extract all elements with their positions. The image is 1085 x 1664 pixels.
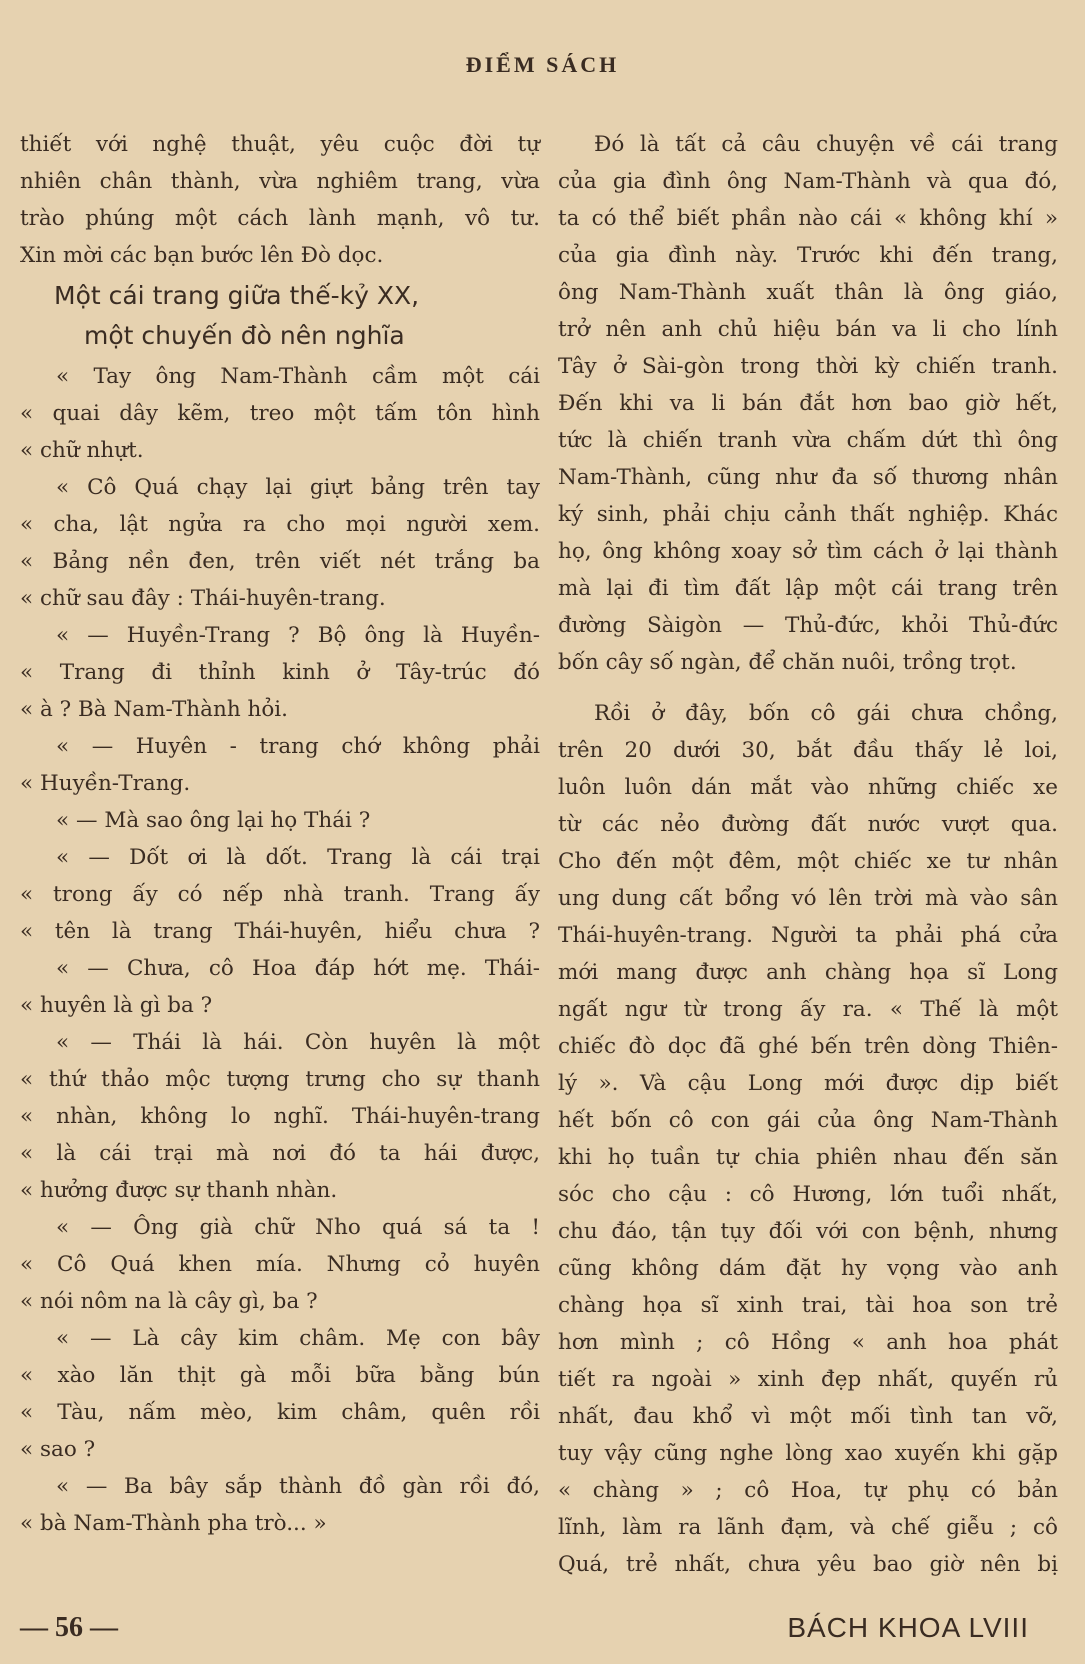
quote-line: « Bảng nền đen, trên viết nét trắng ba — [20, 549, 540, 574]
text-line: trên 20 dưới 30, bắt đầu thấy lẻ loi, — [558, 738, 1058, 763]
quote-line: « Cô Quá khen mía. Nhưng cỏ huyên — [20, 1252, 540, 1277]
quote-line: « Huyền-Trang. — [20, 771, 191, 796]
quote-line: « chữ sau đây : Thái-huyên-trang. — [20, 586, 386, 611]
text-line: ung dung cất bổng vó lên trời mà vào sân — [558, 886, 1058, 911]
quote-line: « tên là trang Thái-huyên, hiểu chưa ? — [20, 919, 540, 944]
text-line: « chàng » ; cô Hoa, tự phụ có bản — [558, 1478, 1058, 1503]
text-line: tức là chiến tranh vừa chấm dứt thì ông — [558, 428, 1058, 453]
quote-line: « Cô Quá chạy lại giựt bảng trên tay — [56, 475, 540, 500]
left-quote-block — [20, 358, 540, 1542]
quote-line: « à ? Bà Nam-Thành hỏi. — [20, 697, 289, 722]
quote-line: « chữ nhựt. — [20, 438, 144, 463]
text-line: nhiên chân thành, vừa nghiêm trang, vừa — [20, 169, 540, 194]
quote-line: « — Ông già chữ Nho quá sá ta ! — [56, 1215, 540, 1240]
text-line: Xin mời các bạn bước lên Đò dọc. — [20, 243, 384, 268]
quote-line: « huyên là gì ba ? — [20, 993, 213, 1018]
text-line: mà lại đi tìm đất lập một cái trang trên — [558, 576, 1058, 601]
text-line: Rồi ở đây, bốn cô gái chưa chồng, — [594, 701, 1058, 726]
text-line: ký sinh, phải chịu cảnh thất nghiệp. Khác — [558, 502, 1058, 527]
quote-line: « nói nôm na là cây gì, ba ? — [20, 1289, 318, 1314]
text-line: nhất, đau khổ vì một mối tình tan vỡ, — [558, 1404, 1058, 1429]
quote-line: « thứ thảo mộc tượng trưng cho sự thanh — [20, 1067, 540, 1092]
text-line: ông Nam-Thành xuất thân là ông giáo, — [558, 280, 1058, 305]
quote-line: « trong ấy có nếp nhà tranh. Trang ấy — [20, 882, 540, 907]
quote-line: « Trang đi thỉnh kinh ở Tây-trúc đó — [20, 660, 540, 685]
text-line: thiết với nghệ thuật, yêu cuộc đời tự — [20, 132, 540, 157]
quote-line: « Tàu, nấm mèo, kim châm, quên rồi — [20, 1400, 540, 1425]
paragraph-gap — [558, 681, 1058, 695]
text-line: sóc cho cậu : cô Hương, lớn tuổi nhất, — [558, 1182, 1058, 1207]
quote-line: « bà Nam-Thành pha trò... » — [20, 1511, 327, 1536]
text-line: ta có thể biết phần nào cái « không khí » — [558, 206, 1058, 231]
right-paragraph-1 — [558, 126, 1058, 681]
text-line: Thái-huyên-trang. Người ta phải phá cửa — [558, 923, 1058, 948]
text-line: Cho đến một đêm, một chiếc xe tư nhân — [558, 849, 1058, 874]
quote-line: « hưởng được sự thanh nhàn. — [20, 1178, 338, 1203]
text-line: trở nên anh chủ hiệu bán va li cho lính — [558, 317, 1058, 342]
quote-line: « — Dốt ơi là dốt. Trang là cái trại — [56, 845, 540, 870]
text-line: lý ». Và cậu Long mới được dịp biết — [558, 1071, 1058, 1096]
text-line: họ, ông không xoay sở tìm cách ở lại thành — [558, 539, 1058, 564]
page-number: — 56 — — [20, 1612, 118, 1643]
text-line: Tây ở Sài-gòn trong thời kỳ chiến tranh. — [558, 354, 1058, 379]
text-line: hết bốn cô con gái của ông Nam-Thành — [558, 1108, 1058, 1133]
text-line: lĩnh, làm ra lãnh đạm, và chế giễu ; cô — [558, 1515, 1058, 1540]
text-line: chiếc đò dọc đã ghé bến trên dòng Thiên- — [558, 1034, 1058, 1059]
quote-line: « — Ba bây sắp thành đồ gàn rồi đó, — [56, 1474, 540, 1499]
quote-line: « cha, lật ngửa ra cho mọi người xem. — [20, 512, 540, 537]
left-intro-paragraph — [20, 126, 540, 274]
text-line: từ các nẻo đường đất nước vượt qua. — [558, 812, 1058, 837]
section-header: ĐIỂM SÁCH — [465, 52, 620, 77]
text-line: khi họ tuần tự chia phiên nhau đến săn — [558, 1145, 1058, 1170]
text-line: cũng không dám đặt hy vọng vào anh — [558, 1256, 1058, 1281]
text-line: mới mang được anh chàng họa sĩ Long — [558, 960, 1058, 985]
text-line: chàng họa sĩ xinh trai, tài hoa son trẻ — [558, 1293, 1058, 1318]
left-column — [20, 126, 540, 1542]
right-paragraph-2 — [558, 695, 1058, 1583]
text-line: chu đáo, tận tụy đối với con bệnh, nhưng — [558, 1219, 1058, 1244]
text-line: tiết ra ngoài » xinh đẹp nhất, quyến rủ — [558, 1367, 1058, 1392]
quote-line: « — Là cây kim châm. Mẹ con bây — [56, 1326, 540, 1351]
text-line: của gia đình này. Trước khi đến trang, — [558, 243, 1058, 268]
text-line: ngất ngư từ trong ấy ra. « Thế là một — [558, 997, 1058, 1022]
quote-line: « là cái trại mà nơi đó ta hái được, — [20, 1141, 540, 1166]
heading-line-1: Một cái trang giữa thế-kỷ XX, — [54, 281, 420, 310]
heading-line-2: một chuyến đò nên nghĩa — [84, 321, 405, 350]
quote-line: « — Huyền-Trang ? Bộ ông là Huyền- — [56, 623, 540, 648]
text-line: bốn cây số ngàn, để chăn nuôi, trồng trọt. — [558, 650, 1017, 675]
quote-line: « — Huyên - trang chớ không phải — [56, 734, 540, 759]
quote-line: « — Mà sao ông lại họ Thái ? — [56, 808, 371, 833]
quote-line: « nhàn, không lo nghĩ. Thái-huyên-trang — [20, 1104, 540, 1129]
text-line: tuy vậy cũng nghe lòng xao xuyến khi gặp — [558, 1441, 1058, 1466]
quote-line: « quai dây kẽm, treo một tấm tôn hình — [20, 401, 540, 426]
text-line: Đến khi va li bán đắt hơn bao giờ hết, — [558, 391, 1058, 416]
text-line: Quá, trẻ nhất, chưa yêu bao giờ nên bị — [558, 1552, 1058, 1577]
text-line: Nam-Thành, cũng như đa số thương nhân — [558, 465, 1058, 490]
text-line: của gia đình ông Nam-Thành và qua đó, — [558, 169, 1058, 194]
text-line: hơn mình ; cô Hồng « anh hoa phát — [558, 1330, 1058, 1355]
text-line: trào phúng một cách lành mạnh, vô tư. — [20, 206, 540, 231]
text-line: Đó là tất cả câu chuyện về cái trang — [594, 132, 1058, 157]
text-line: luôn luôn dán mắt vào những chiếc xe — [558, 775, 1058, 800]
journal-issue: BÁCH KHOA LVIII — [787, 1612, 1029, 1643]
quote-line: « — Thái là hái. Còn huyên là một — [56, 1030, 540, 1055]
quote-line: « Tay ông Nam-Thành cầm một cái — [56, 364, 540, 389]
text-line: đường Sàigòn — Thủ-đức, khỏi Thủ-đức — [558, 613, 1058, 638]
quote-line: « xào lăn thịt gà mỗi bữa bằng bún — [20, 1363, 540, 1388]
quote-line: « — Chưa, cô Hoa đáp hớt mẹ. Thái- — [56, 956, 540, 981]
right-column — [558, 126, 1058, 1583]
quote-line: « sao ? — [20, 1437, 96, 1462]
